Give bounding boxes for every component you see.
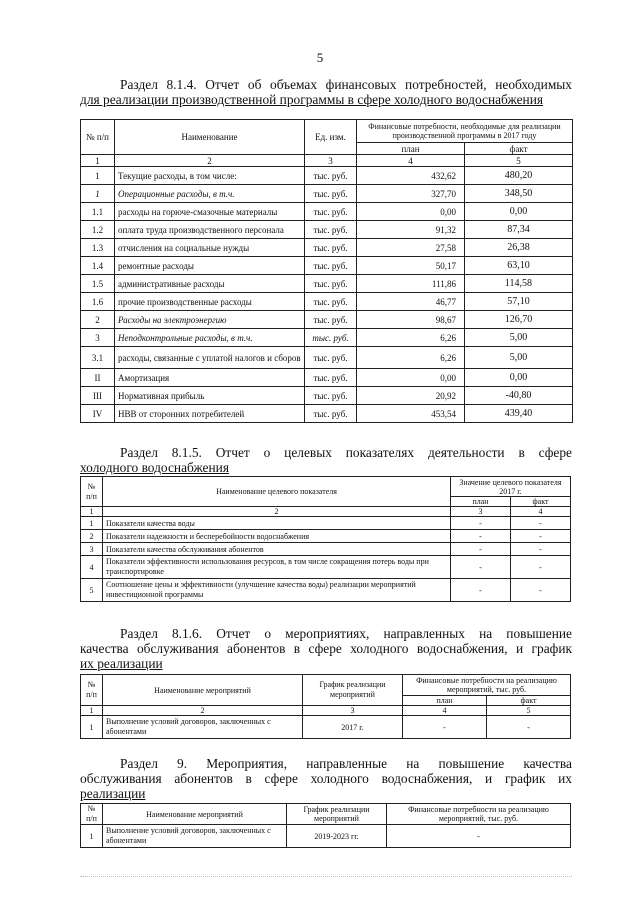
row-name: Нормативная прибыль (115, 387, 305, 405)
header-plan: план (451, 497, 511, 507)
index-cell: 1 (81, 507, 103, 517)
row-unit: тыс. руб. (305, 369, 357, 387)
row-fact: 63,10 (465, 257, 573, 275)
index-cell: 5 (487, 706, 571, 716)
header-num: № п/п (81, 477, 103, 507)
index-cell: 4 (403, 706, 487, 716)
header-fact: факт (465, 143, 573, 155)
row-num: 2 (81, 311, 115, 329)
table-row (81, 221, 573, 239)
table-row (81, 185, 573, 203)
section-814-table (80, 119, 573, 423)
row-fact: 480,20 (465, 167, 573, 185)
section-814-title-line2: для реализации производственной программы в сфере холодного водоснабжения (80, 92, 544, 107)
table-row (81, 257, 573, 275)
row-unit: тыс. руб. (305, 311, 357, 329)
row-num: 1.1 (81, 203, 115, 221)
table-row (81, 825, 571, 848)
section-814-heading (80, 77, 572, 107)
table-row (81, 167, 573, 185)
table-row (81, 579, 571, 602)
row-num: 1 (81, 716, 103, 739)
row-plan: - (451, 556, 511, 579)
table-row (81, 556, 571, 579)
header-fact: факт (487, 696, 571, 706)
row-num: 5 (81, 579, 103, 602)
row-plan: - (451, 517, 511, 530)
index-cell: 4 (357, 155, 465, 167)
row-fact: - (487, 716, 571, 739)
table-row (81, 347, 573, 369)
section-814-title-line1: Раздел 8.1.4. Отчет об объемах финансовых потребностей, необходимых (120, 77, 572, 92)
row-name: Выполнение условий договоров, заключенных с абонентами (103, 716, 303, 739)
section-815-table (80, 476, 571, 602)
row-num: 1 (81, 517, 103, 530)
row-fact: - (511, 543, 571, 556)
row-unit: тыс. руб. (305, 387, 357, 405)
row-unit: тыс. руб. (305, 329, 357, 347)
row-plan: - (451, 579, 511, 602)
row-name: административные расходы (115, 275, 305, 293)
row-plan: 91,32 (357, 221, 465, 239)
row-fact: 5,00 (465, 329, 573, 347)
row-fact: 0,00 (465, 203, 573, 221)
header-value: Значение целевого показателя 2017 г. (451, 477, 571, 497)
row-fact: 0,00 (465, 369, 573, 387)
row-name: расходы, связанные с уплатой налогов и сборов (115, 347, 305, 369)
section-816-heading (80, 626, 572, 671)
header-unit: Ед. изм. (305, 120, 357, 155)
row-name: ремонтные расходы (115, 257, 305, 275)
row-plan: 0,00 (357, 369, 465, 387)
row-name: Соотношение цены и эффективности (улучшение качества воды) реализации мероприятий инвестиционной программы (103, 579, 451, 602)
index-cell: 2 (103, 507, 451, 517)
section-816-title-line1: Раздел 8.1.6. Отчет о мероприятиях, направленных на повышение (120, 626, 572, 641)
row-name: отчисления на социальные нужды (115, 239, 305, 257)
row-plan: - (451, 543, 511, 556)
row-fin: - (387, 825, 571, 848)
index-cell: 1 (81, 155, 115, 167)
row-name: Расходы на электроэнергию (115, 311, 305, 329)
row-plan: 27,58 (357, 239, 465, 257)
section-9-table (80, 803, 571, 848)
row-fact: - (511, 556, 571, 579)
section-9-title-line3: реализации (80, 786, 146, 801)
row-plan: 0,00 (357, 203, 465, 221)
row-fact: 348,50 (465, 185, 573, 203)
row-num: 1 (81, 167, 115, 185)
row-num: 1.3 (81, 239, 115, 257)
section-816-title-line3: их реализации (80, 656, 163, 671)
row-name: оплата труда производственного персонала (115, 221, 305, 239)
row-fact: 114,58 (465, 275, 573, 293)
row-num: 3 (81, 329, 115, 347)
row-num: II (81, 369, 115, 387)
index-cell: 2 (103, 706, 303, 716)
index-row (81, 706, 571, 716)
row-unit: тыс. руб. (305, 405, 357, 423)
table-row (81, 517, 571, 530)
row-unit: тыс. руб. (305, 275, 357, 293)
row-num: 1 (81, 185, 115, 203)
row-unit: тыс. руб. (305, 167, 357, 185)
table-row (81, 293, 573, 311)
table-row (81, 369, 573, 387)
header-fact: факт (511, 497, 571, 507)
row-fact: - (511, 530, 571, 543)
section-815-title-line1: Раздел 8.1.5. Отчет о целевых показателях деятельности в сфере (120, 445, 572, 460)
page-number: 5 (316, 50, 324, 65)
index-cell: 3 (451, 507, 511, 517)
row-name: Показатели эффективности использования ресурсов, в том числе сокращения потерь воды при транспортировке (103, 556, 451, 579)
header-plan: план (357, 143, 465, 155)
index-cell: 5 (465, 155, 573, 167)
index-row (81, 507, 571, 517)
table-row (81, 239, 573, 257)
footer-divider (80, 876, 572, 877)
row-fact: 439,40 (465, 405, 573, 423)
row-name: Показатели надежности и бесперебойности водоснабжения (103, 530, 451, 543)
row-fact: -40,80 (465, 387, 573, 405)
row-num: IV (81, 405, 115, 423)
row-num: 1.6 (81, 293, 115, 311)
table-row (81, 311, 573, 329)
header-name: Наименование мероприятий (103, 804, 287, 825)
section-815-title-line2: холодного водоснабжения (80, 460, 229, 475)
row-fact: 26,38 (465, 239, 573, 257)
row-plan: 46,77 (357, 293, 465, 311)
index-cell: 3 (303, 706, 403, 716)
row-num: 1.5 (81, 275, 115, 293)
row-unit: тыс. руб. (305, 185, 357, 203)
table-row (81, 530, 571, 543)
section-9-title-line2: обслуживания абонентов в сфере холодного водоснабжения, и график их (80, 771, 572, 786)
section-816-title-line2: качества обслуживания абонентов в сфере холодного водоснабжения, и график (80, 641, 572, 656)
header-schedule: График реализации мероприятий (303, 675, 403, 706)
row-unit: тыс. руб. (305, 239, 357, 257)
row-plan: 6,26 (357, 347, 465, 369)
row-num: 4 (81, 556, 103, 579)
row-plan: 6,26 (357, 329, 465, 347)
header-schedule: График реализации мероприятий (287, 804, 387, 825)
header-name: Наименование целевого показателя (103, 477, 451, 507)
row-plan: - (451, 530, 511, 543)
row-fact: 87,34 (465, 221, 573, 239)
section-815-heading (80, 445, 572, 475)
row-fact: 126,70 (465, 311, 573, 329)
row-plan: 453,54 (357, 405, 465, 423)
row-plan: 111,86 (357, 275, 465, 293)
row-name: Текущие расходы, в том числе: (115, 167, 305, 185)
row-plan: 432,62 (357, 167, 465, 185)
row-schedule: 2017 г. (303, 716, 403, 739)
section-9-heading (80, 756, 572, 801)
row-name: прочие производственные расходы (115, 293, 305, 311)
section-9-title-line1: Раздел 9. Мероприятия, направленные на повышение качества (120, 756, 572, 771)
row-unit: тыс. руб. (305, 347, 357, 369)
row-num: 1.4 (81, 257, 115, 275)
row-unit: тыс. руб. (305, 221, 357, 239)
row-unit: тыс. руб. (305, 293, 357, 311)
header-fin: Финансовые потребности, необходимые для реализации производственной программы в 2017 году (357, 120, 573, 143)
row-name: Амортизация (115, 369, 305, 387)
row-name: Показатели качества обслуживания абонентов (103, 543, 451, 556)
row-plan: 50,17 (357, 257, 465, 275)
row-name: расходы на горюче-смазочные материалы (115, 203, 305, 221)
table-row (81, 387, 573, 405)
table-row (81, 329, 573, 347)
header-name: Наименование мероприятий (103, 675, 303, 706)
header-num: № п/п (81, 675, 103, 706)
row-num: 2 (81, 530, 103, 543)
index-cell: 3 (305, 155, 357, 167)
index-cell: 2 (115, 155, 305, 167)
table-row (81, 405, 573, 423)
table-row (81, 543, 571, 556)
row-plan: 327,70 (357, 185, 465, 203)
section-816-table (80, 674, 571, 739)
index-cell: 1 (81, 706, 103, 716)
row-name: НВВ от сторонних потребителей (115, 405, 305, 423)
row-num: 1.2 (81, 221, 115, 239)
table-row (81, 275, 573, 293)
row-num: 1 (81, 825, 103, 848)
row-plan: 98,67 (357, 311, 465, 329)
row-fact: - (511, 579, 571, 602)
row-name: Неподконтрольные расходы, в т.ч. (115, 329, 305, 347)
row-plan: - (403, 716, 487, 739)
header-fin: Финансовые потребности на реализацию мероприятий, тыс. руб. (387, 804, 571, 825)
row-unit: тыс. руб. (305, 203, 357, 221)
table-row (81, 203, 573, 221)
row-unit: тыс. руб. (305, 257, 357, 275)
header-plan: план (403, 696, 487, 706)
index-row (81, 155, 573, 167)
row-num: 3.1 (81, 347, 115, 369)
row-fact: 5,00 (465, 347, 573, 369)
header-num: № п/п (81, 804, 103, 825)
row-num: III (81, 387, 115, 405)
row-name: Показатели качества воды (103, 517, 451, 530)
row-num: 3 (81, 543, 103, 556)
row-fact: - (511, 517, 571, 530)
row-schedule: 2019-2023 гг. (287, 825, 387, 848)
header-num: № п/п (81, 120, 115, 155)
row-plan: 20,92 (357, 387, 465, 405)
table-row (81, 716, 571, 739)
row-name: Операционные расходы, в т.ч. (115, 185, 305, 203)
row-name: Выполнение условий договоров, заключенных с абонентами (103, 825, 287, 848)
row-fact: 57,10 (465, 293, 573, 311)
index-cell: 4 (511, 507, 571, 517)
header-name: Наименование (115, 120, 305, 155)
header-fin: Финансовые потребности на реализацию мероприятий, тыс. руб. (403, 675, 571, 696)
